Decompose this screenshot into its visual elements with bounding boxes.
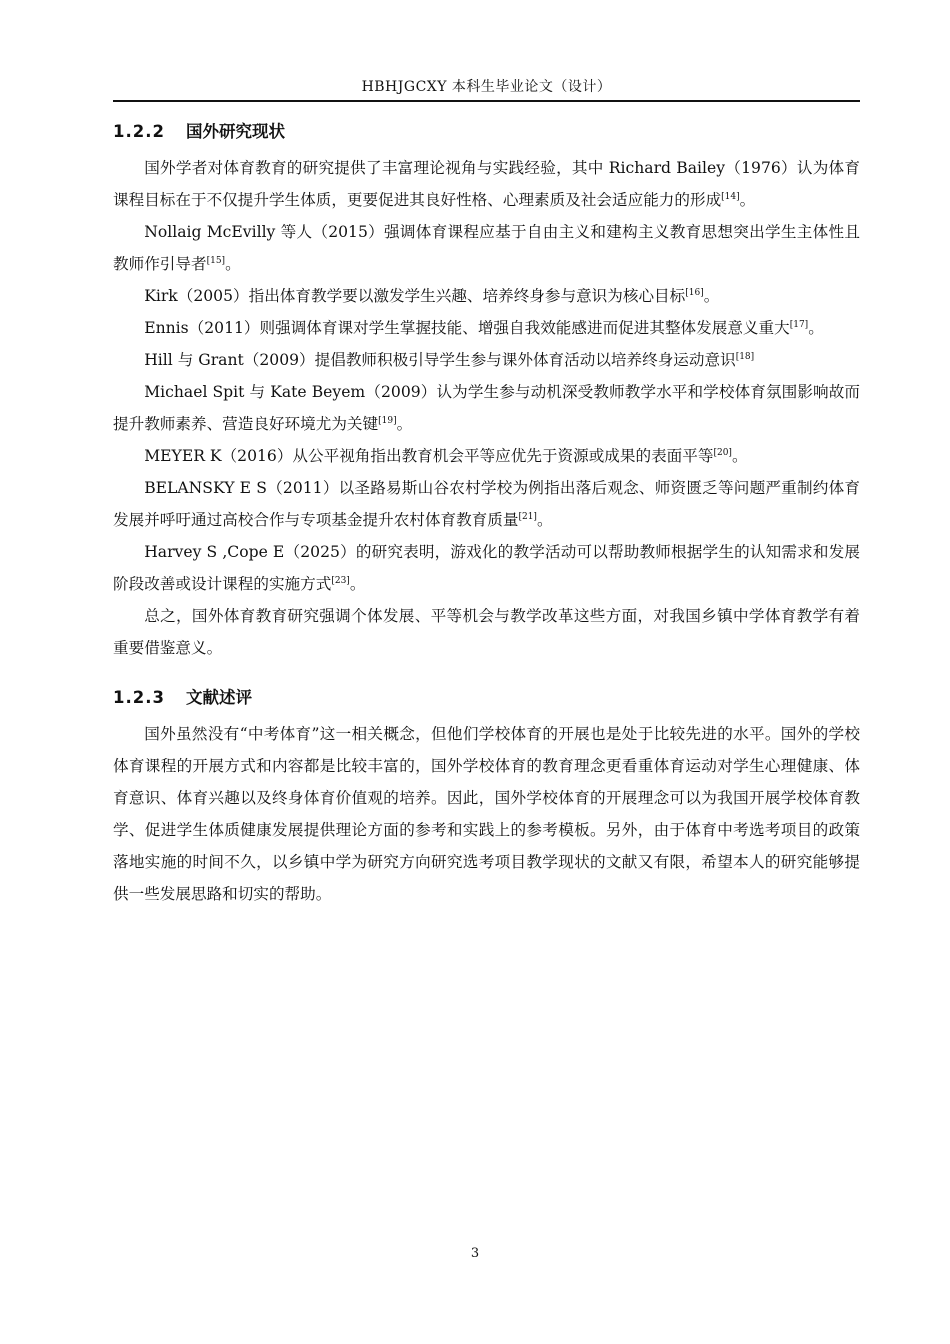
paragraph-text: BELANSKY E S（2011）以圣路易斯山谷农村学校为例指出落后观念、师资匮乏等问题严重制约体育发展并呼吁通过高校合作与专项基金提升农村体育教育质量 (113, 479, 860, 529)
citation-ref: [23] (331, 575, 350, 586)
paragraph-tail: 。 (731, 447, 748, 465)
paragraph (113, 600, 860, 664)
paragraph (113, 376, 860, 440)
paragraph (113, 718, 860, 910)
section-heading-1-2-2 (113, 112, 860, 152)
paragraph (113, 536, 860, 600)
section-title: 文献述评 (186, 688, 252, 707)
paragraph (113, 472, 860, 536)
paragraph-text: Hill 与 Grant（2009）提倡教师积极引导学生参与课外体育活动以培养终身运动意识 (144, 351, 736, 369)
citation-ref: [21] (518, 511, 537, 522)
paragraph-text: 国外学者对体育教育的研究提供了丰富理论视角与实践经验，其中 Richard Bailey（1976）认为体育课程目标在于不仅提升学生体质，更要促进其良好性格、心理素质及社会适应能力的形成 (113, 159, 860, 209)
paragraph-text: Kirk（2005）指出体育教学要以激发学生兴趣、培养终身参与意识为核心目标 (144, 287, 686, 305)
section-heading-1-2-3 (113, 678, 860, 718)
paragraph (113, 280, 860, 312)
paragraph-text: Nollaig McEvilly 等人（2015）强调体育课程应基于自由主义和建构主义教育思想突出学生主体性且教师作引导者 (113, 223, 860, 273)
paragraph (113, 344, 860, 376)
paragraph-tail: 。 (808, 319, 824, 337)
paragraph (113, 440, 860, 472)
paragraph-tail: 。 (225, 255, 241, 273)
citation-ref: [16] (685, 287, 704, 298)
section-number: 1.2.2 (113, 122, 165, 141)
paragraph (113, 152, 860, 216)
paragraph (113, 216, 860, 280)
paragraph-tail: 。 (739, 191, 756, 209)
paragraph-text: Harvey S ,Cope E（2025）的研究表明，游戏化的教学活动可以帮助教师根据学生的认知需求和发展阶段改善或设计课程的实施方式 (113, 543, 860, 593)
paragraph-tail: 。 (349, 575, 366, 593)
header-rule (113, 100, 860, 102)
paragraph-text: MEYER K（2016）从公平视角指出教育机会平等应优先于资源或成果的表面平等 (144, 447, 714, 465)
paragraph-tail: 。 (536, 511, 553, 529)
paragraph-text: Michael Spit 与 Kate Beyem（2009）认为学生参与动机深受教师教学水平和学校体育氛围影响故而提升教师素养、营造良好环境尤为关键 (113, 383, 860, 433)
paragraph-tail: 。 (396, 415, 413, 433)
page-number: 3 (470, 1246, 480, 1261)
citation-ref: [20] (713, 447, 732, 458)
citation-ref: [18] (735, 351, 755, 362)
paragraph-tail: 。 (703, 287, 720, 305)
section-number: 1.2.3 (113, 688, 165, 707)
paragraph (113, 312, 860, 344)
section-title: 国外研究现状 (186, 122, 285, 141)
citation-ref: [19] (378, 415, 397, 426)
page-header: HBHJGCXY 本科生毕业论文（设计） (361, 79, 612, 95)
paragraph-text: Ennis（2011）则强调体育课对学生掌握技能、增强自我效能感进而促进其整体发展意义重大 (144, 319, 790, 337)
citation-ref: [14] (721, 191, 740, 202)
paragraph-text: 总之，国外体育教育研究强调个体发展、平等机会与教学改革这些方面，对我国乡镇中学体育教学有着重要借鉴意义。 (113, 607, 860, 657)
page-content (113, 112, 860, 910)
citation-ref: [17] (789, 319, 809, 330)
paragraph-text: 国外虽然没有“中考体育”这一相关概念，但他们学校体育的开展也是处于比较先进的水平。国外的学校体育课程的开展方式和内容都是比较丰富的，国外学校体育的教育理念更看重体育运动对学生心理健康、体育意识、体育兴趣以及终身体育价值观的培养。因此，国外学校体育的开展理念可以为我国开展学校体育教学、促进学生体质健康发展提供理论方面的参考和实践上的参考模板。另外，由于体育中考选考项目的政策落地实施的时间不久，以乡镇中学为研究方向研究选考项目教学现状的文献又有限，希望本人的研究能够提供一些发展思路和切实的帮助。 (113, 725, 860, 903)
section-gap (113, 664, 860, 678)
citation-ref: [15] (206, 255, 226, 266)
